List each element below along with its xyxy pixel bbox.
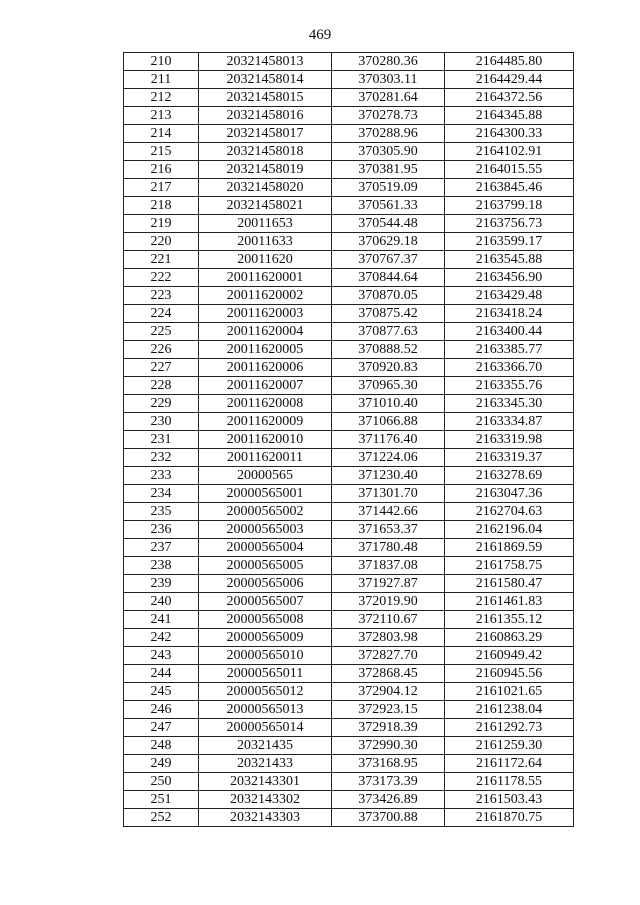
table-row bbox=[124, 395, 574, 413]
x-coordinate-cell: 372918.39 bbox=[332, 719, 445, 737]
row-index-cell: 241 bbox=[124, 611, 199, 629]
row-index-cell: 224 bbox=[124, 305, 199, 323]
point-id-cell: 20000565011 bbox=[199, 665, 332, 683]
y-coordinate-cell: 2163599.17 bbox=[445, 233, 574, 251]
row-index-cell: 234 bbox=[124, 485, 199, 503]
row-index-cell: 252 bbox=[124, 809, 199, 827]
point-id-cell: 20000565006 bbox=[199, 575, 332, 593]
point-id-cell: 20321458014 bbox=[199, 71, 332, 89]
point-id-cell: 20000565008 bbox=[199, 611, 332, 629]
row-index-cell: 216 bbox=[124, 161, 199, 179]
y-coordinate-cell: 2162196.04 bbox=[445, 521, 574, 539]
coordinates-table bbox=[123, 52, 574, 827]
x-coordinate-cell: 371837.08 bbox=[332, 557, 445, 575]
table-row bbox=[124, 215, 574, 233]
row-index-cell: 240 bbox=[124, 593, 199, 611]
table-row bbox=[124, 233, 574, 251]
x-coordinate-cell: 370305.90 bbox=[332, 143, 445, 161]
row-index-cell: 236 bbox=[124, 521, 199, 539]
y-coordinate-cell: 2160863.29 bbox=[445, 629, 574, 647]
y-coordinate-cell: 2161238.04 bbox=[445, 701, 574, 719]
row-index-cell: 235 bbox=[124, 503, 199, 521]
x-coordinate-cell: 370281.64 bbox=[332, 89, 445, 107]
point-id-cell: 20000565003 bbox=[199, 521, 332, 539]
x-coordinate-cell: 370875.42 bbox=[332, 305, 445, 323]
row-index-cell: 250 bbox=[124, 773, 199, 791]
row-index-cell: 211 bbox=[124, 71, 199, 89]
row-index-cell: 232 bbox=[124, 449, 199, 467]
y-coordinate-cell: 2163545.88 bbox=[445, 251, 574, 269]
y-coordinate-cell: 2163400.44 bbox=[445, 323, 574, 341]
point-id-cell: 20011620005 bbox=[199, 341, 332, 359]
y-coordinate-cell: 2163278.69 bbox=[445, 467, 574, 485]
y-coordinate-cell: 2160945.56 bbox=[445, 665, 574, 683]
row-index-cell: 215 bbox=[124, 143, 199, 161]
x-coordinate-cell: 372019.90 bbox=[332, 593, 445, 611]
row-index-cell: 219 bbox=[124, 215, 199, 233]
table-row bbox=[124, 179, 574, 197]
x-coordinate-cell: 371010.40 bbox=[332, 395, 445, 413]
x-coordinate-cell: 372110.67 bbox=[332, 611, 445, 629]
row-index-cell: 214 bbox=[124, 125, 199, 143]
row-index-cell: 238 bbox=[124, 557, 199, 575]
point-id-cell: 20011620009 bbox=[199, 413, 332, 431]
point-id-cell: 20000565001 bbox=[199, 485, 332, 503]
y-coordinate-cell: 2161461.83 bbox=[445, 593, 574, 611]
table-row bbox=[124, 251, 574, 269]
point-id-cell: 20000565007 bbox=[199, 593, 332, 611]
row-index-cell: 228 bbox=[124, 377, 199, 395]
row-index-cell: 218 bbox=[124, 197, 199, 215]
row-index-cell: 249 bbox=[124, 755, 199, 773]
table-row bbox=[124, 647, 574, 665]
table-row bbox=[124, 287, 574, 305]
table-row bbox=[124, 125, 574, 143]
x-coordinate-cell: 372923.15 bbox=[332, 701, 445, 719]
x-coordinate-cell: 370280.36 bbox=[332, 53, 445, 71]
y-coordinate-cell: 2160949.42 bbox=[445, 647, 574, 665]
x-coordinate-cell: 370767.37 bbox=[332, 251, 445, 269]
x-coordinate-cell: 372803.98 bbox=[332, 629, 445, 647]
row-index-cell: 210 bbox=[124, 53, 199, 71]
point-id-cell: 20321458016 bbox=[199, 107, 332, 125]
table-row bbox=[124, 701, 574, 719]
table-row bbox=[124, 107, 574, 125]
x-coordinate-cell: 370844.64 bbox=[332, 269, 445, 287]
table-row bbox=[124, 557, 574, 575]
x-coordinate-cell: 370288.96 bbox=[332, 125, 445, 143]
y-coordinate-cell: 2163756.73 bbox=[445, 215, 574, 233]
table-row bbox=[124, 575, 574, 593]
x-coordinate-cell: 370544.48 bbox=[332, 215, 445, 233]
table-row bbox=[124, 809, 574, 827]
point-id-cell: 20321435 bbox=[199, 737, 332, 755]
x-coordinate-cell: 370381.95 bbox=[332, 161, 445, 179]
x-coordinate-cell: 371442.66 bbox=[332, 503, 445, 521]
point-id-cell: 20321458013 bbox=[199, 53, 332, 71]
row-index-cell: 233 bbox=[124, 467, 199, 485]
y-coordinate-cell: 2161259.30 bbox=[445, 737, 574, 755]
x-coordinate-cell: 370870.05 bbox=[332, 287, 445, 305]
row-index-cell: 223 bbox=[124, 287, 199, 305]
table-row bbox=[124, 755, 574, 773]
y-coordinate-cell: 2164429.44 bbox=[445, 71, 574, 89]
y-coordinate-cell: 2163385.77 bbox=[445, 341, 574, 359]
row-index-cell: 221 bbox=[124, 251, 199, 269]
y-coordinate-cell: 2163799.18 bbox=[445, 197, 574, 215]
row-index-cell: 239 bbox=[124, 575, 199, 593]
y-coordinate-cell: 2164485.80 bbox=[445, 53, 574, 71]
x-coordinate-cell: 373168.95 bbox=[332, 755, 445, 773]
y-coordinate-cell: 2163456.90 bbox=[445, 269, 574, 287]
x-coordinate-cell: 373173.39 bbox=[332, 773, 445, 791]
row-index-cell: 248 bbox=[124, 737, 199, 755]
x-coordinate-cell: 371230.40 bbox=[332, 467, 445, 485]
x-coordinate-cell: 372827.70 bbox=[332, 647, 445, 665]
table-row bbox=[124, 53, 574, 71]
y-coordinate-cell: 2163418.24 bbox=[445, 305, 574, 323]
point-id-cell: 20000565012 bbox=[199, 683, 332, 701]
point-id-cell: 20000565005 bbox=[199, 557, 332, 575]
point-id-cell: 20000565014 bbox=[199, 719, 332, 737]
row-index-cell: 247 bbox=[124, 719, 199, 737]
point-id-cell: 20000565004 bbox=[199, 539, 332, 557]
point-id-cell: 2032143301 bbox=[199, 773, 332, 791]
point-id-cell: 20321458020 bbox=[199, 179, 332, 197]
y-coordinate-cell: 2161869.59 bbox=[445, 539, 574, 557]
row-index-cell: 226 bbox=[124, 341, 199, 359]
y-coordinate-cell: 2163355.76 bbox=[445, 377, 574, 395]
x-coordinate-cell: 372904.12 bbox=[332, 683, 445, 701]
x-coordinate-cell: 370965.30 bbox=[332, 377, 445, 395]
row-index-cell: 213 bbox=[124, 107, 199, 125]
y-coordinate-cell: 2164300.33 bbox=[445, 125, 574, 143]
table-row bbox=[124, 719, 574, 737]
table-row bbox=[124, 485, 574, 503]
table-row bbox=[124, 791, 574, 809]
row-index-cell: 243 bbox=[124, 647, 199, 665]
point-id-cell: 20000565010 bbox=[199, 647, 332, 665]
y-coordinate-cell: 2161172.64 bbox=[445, 755, 574, 773]
y-coordinate-cell: 2163319.37 bbox=[445, 449, 574, 467]
y-coordinate-cell: 2163429.48 bbox=[445, 287, 574, 305]
x-coordinate-cell: 370629.18 bbox=[332, 233, 445, 251]
table-row bbox=[124, 611, 574, 629]
x-coordinate-cell: 370877.63 bbox=[332, 323, 445, 341]
y-coordinate-cell: 2161870.75 bbox=[445, 809, 574, 827]
table-row bbox=[124, 305, 574, 323]
table-row bbox=[124, 449, 574, 467]
table-row bbox=[124, 161, 574, 179]
x-coordinate-cell: 370561.33 bbox=[332, 197, 445, 215]
table-row bbox=[124, 431, 574, 449]
point-id-cell: 20321433 bbox=[199, 755, 332, 773]
point-id-cell: 20011620006 bbox=[199, 359, 332, 377]
x-coordinate-cell: 372868.45 bbox=[332, 665, 445, 683]
point-id-cell: 20000565 bbox=[199, 467, 332, 485]
table-row bbox=[124, 737, 574, 755]
x-coordinate-cell: 373426.89 bbox=[332, 791, 445, 809]
x-coordinate-cell: 370303.11 bbox=[332, 71, 445, 89]
point-id-cell: 20011620011 bbox=[199, 449, 332, 467]
x-coordinate-cell: 371176.40 bbox=[332, 431, 445, 449]
table-row bbox=[124, 683, 574, 701]
table-row bbox=[124, 773, 574, 791]
point-id-cell: 20011620007 bbox=[199, 377, 332, 395]
row-index-cell: 244 bbox=[124, 665, 199, 683]
x-coordinate-cell: 370920.83 bbox=[332, 359, 445, 377]
table-row bbox=[124, 521, 574, 539]
point-id-cell: 20000565009 bbox=[199, 629, 332, 647]
table-row bbox=[124, 323, 574, 341]
table-row bbox=[124, 503, 574, 521]
x-coordinate-cell: 370278.73 bbox=[332, 107, 445, 125]
point-id-cell: 20011620002 bbox=[199, 287, 332, 305]
x-coordinate-cell: 371224.06 bbox=[332, 449, 445, 467]
table-row bbox=[124, 143, 574, 161]
table-row bbox=[124, 359, 574, 377]
point-id-cell: 20321458019 bbox=[199, 161, 332, 179]
y-coordinate-cell: 2161758.75 bbox=[445, 557, 574, 575]
row-index-cell: 222 bbox=[124, 269, 199, 287]
y-coordinate-cell: 2161021.65 bbox=[445, 683, 574, 701]
point-id-cell: 20011620001 bbox=[199, 269, 332, 287]
y-coordinate-cell: 2163345.30 bbox=[445, 395, 574, 413]
y-coordinate-cell: 2161355.12 bbox=[445, 611, 574, 629]
y-coordinate-cell: 2163334.87 bbox=[445, 413, 574, 431]
y-coordinate-cell: 2164015.55 bbox=[445, 161, 574, 179]
row-index-cell: 229 bbox=[124, 395, 199, 413]
page-number: 469 bbox=[308, 27, 332, 43]
row-index-cell: 212 bbox=[124, 89, 199, 107]
x-coordinate-cell: 371653.37 bbox=[332, 521, 445, 539]
x-coordinate-cell: 371780.48 bbox=[332, 539, 445, 557]
row-index-cell: 220 bbox=[124, 233, 199, 251]
y-coordinate-cell: 2161580.47 bbox=[445, 575, 574, 593]
y-coordinate-cell: 2162704.63 bbox=[445, 503, 574, 521]
table-row bbox=[124, 593, 574, 611]
y-coordinate-cell: 2161292.73 bbox=[445, 719, 574, 737]
x-coordinate-cell: 371066.88 bbox=[332, 413, 445, 431]
row-index-cell: 242 bbox=[124, 629, 199, 647]
x-coordinate-cell: 372990.30 bbox=[332, 737, 445, 755]
table-row bbox=[124, 539, 574, 557]
table-row bbox=[124, 341, 574, 359]
point-id-cell: 20321458017 bbox=[199, 125, 332, 143]
x-coordinate-cell: 371301.70 bbox=[332, 485, 445, 503]
y-coordinate-cell: 2163319.98 bbox=[445, 431, 574, 449]
point-id-cell: 20011620008 bbox=[199, 395, 332, 413]
point-id-cell: 20011620003 bbox=[199, 305, 332, 323]
point-id-cell: 2032143303 bbox=[199, 809, 332, 827]
point-id-cell: 20321458015 bbox=[199, 89, 332, 107]
row-index-cell: 245 bbox=[124, 683, 199, 701]
y-coordinate-cell: 2164102.91 bbox=[445, 143, 574, 161]
coordinates-table-body bbox=[124, 53, 574, 827]
x-coordinate-cell: 373700.88 bbox=[332, 809, 445, 827]
table-row bbox=[124, 89, 574, 107]
point-id-cell: 20321458021 bbox=[199, 197, 332, 215]
row-index-cell: 237 bbox=[124, 539, 199, 557]
row-index-cell: 217 bbox=[124, 179, 199, 197]
row-index-cell: 231 bbox=[124, 431, 199, 449]
point-id-cell: 20000565002 bbox=[199, 503, 332, 521]
point-id-cell: 20011620004 bbox=[199, 323, 332, 341]
point-id-cell: 20000565013 bbox=[199, 701, 332, 719]
table-row bbox=[124, 377, 574, 395]
y-coordinate-cell: 2164345.88 bbox=[445, 107, 574, 125]
point-id-cell: 20011633 bbox=[199, 233, 332, 251]
row-index-cell: 251 bbox=[124, 791, 199, 809]
y-coordinate-cell: 2164372.56 bbox=[445, 89, 574, 107]
point-id-cell: 20011620010 bbox=[199, 431, 332, 449]
row-index-cell: 227 bbox=[124, 359, 199, 377]
table-row bbox=[124, 467, 574, 485]
table-row bbox=[124, 269, 574, 287]
y-coordinate-cell: 2163047.36 bbox=[445, 485, 574, 503]
point-id-cell: 20011620 bbox=[199, 251, 332, 269]
y-coordinate-cell: 2161178.55 bbox=[445, 773, 574, 791]
table-row bbox=[124, 413, 574, 431]
point-id-cell: 20321458018 bbox=[199, 143, 332, 161]
y-coordinate-cell: 2163845.46 bbox=[445, 179, 574, 197]
y-coordinate-cell: 2161503.43 bbox=[445, 791, 574, 809]
point-id-cell: 2032143302 bbox=[199, 791, 332, 809]
y-coordinate-cell: 2163366.70 bbox=[445, 359, 574, 377]
row-index-cell: 225 bbox=[124, 323, 199, 341]
x-coordinate-cell: 370519.09 bbox=[332, 179, 445, 197]
row-index-cell: 246 bbox=[124, 701, 199, 719]
x-coordinate-cell: 370888.52 bbox=[332, 341, 445, 359]
row-index-cell: 230 bbox=[124, 413, 199, 431]
table-row bbox=[124, 197, 574, 215]
table-row bbox=[124, 665, 574, 683]
x-coordinate-cell: 371927.87 bbox=[332, 575, 445, 593]
table-row bbox=[124, 71, 574, 89]
table-row bbox=[124, 629, 574, 647]
point-id-cell: 20011653 bbox=[199, 215, 332, 233]
